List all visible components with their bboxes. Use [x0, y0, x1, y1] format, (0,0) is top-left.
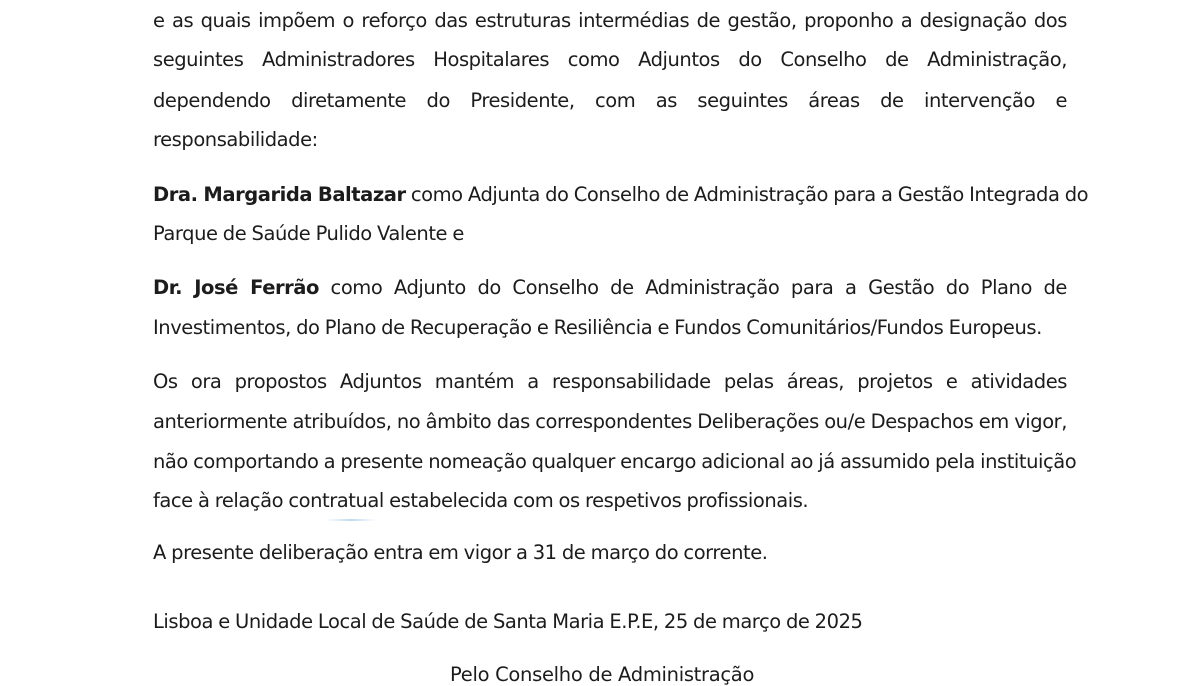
paragraph-responsibility-line-3: não comportando a presente nomeação qualquer encargo adicional ao já assumido pela instituição: [153, 450, 1077, 473]
appointment-1-role: como Adjunta do Conselho de Administração para a Gestão Integrada do: [405, 183, 1089, 206]
appointment-2-line-2: Investimentos, do Plano de Recuperação e Resiliência e Fundos Comunitários/Fundos Europeus.: [153, 316, 1042, 339]
paragraph-responsibility-line-1: Os ora propostos Adjuntos mantém a responsabilidade pelas áreas, projetos e atividades: [153, 370, 1067, 393]
paragraph-responsibility-line-2: anteriormente atribuídos, no âmbito das correspondentes Deliberações ou/e Despachos em vigor,: [153, 410, 1067, 433]
scan-artifact: [326, 519, 376, 521]
paragraph-intro-line-4: responsabilidade:: [153, 128, 318, 151]
signature-heading: Pelo Conselho de Administração: [450, 663, 755, 686]
appointment-2-line-1: [153, 273, 1067, 303]
appointment-2-role: como Adjunto do Conselho de Administração para a Gestão do Plano de: [318, 276, 1067, 299]
appointment-1-line-2: Parque de Saúde Pulido Valente e: [153, 222, 464, 245]
appointment-2-name: Dr. José Ferrão: [153, 276, 319, 299]
paragraph-intro-line-2: seguintes Administradores Hospitalares como Adjuntos do Conselho de Administração,: [153, 48, 1067, 71]
paragraph-intro-line-3: dependendo diretamente do Presidente, com as seguintes áreas de intervenção e: [153, 89, 1067, 112]
appointment-1-line-1: [153, 180, 1089, 210]
place-and-date: Lisboa e Unidade Local de Saúde de Santa Maria E.P.E, 25 de março de 2025: [153, 610, 863, 633]
appointment-1-name: Dra. Margarida Baltazar: [153, 183, 406, 206]
effective-date-statement: A presente deliberação entra em vigor a 31 de março do corrente.: [153, 541, 768, 564]
paragraph-responsibility-line-4: face à relação contratual estabelecida com os respetivos profissionais.: [153, 489, 809, 512]
paragraph-intro-line-1: e as quais impõem o reforço das estruturas intermédias de gestão, proponho a designação dos: [153, 9, 1067, 32]
